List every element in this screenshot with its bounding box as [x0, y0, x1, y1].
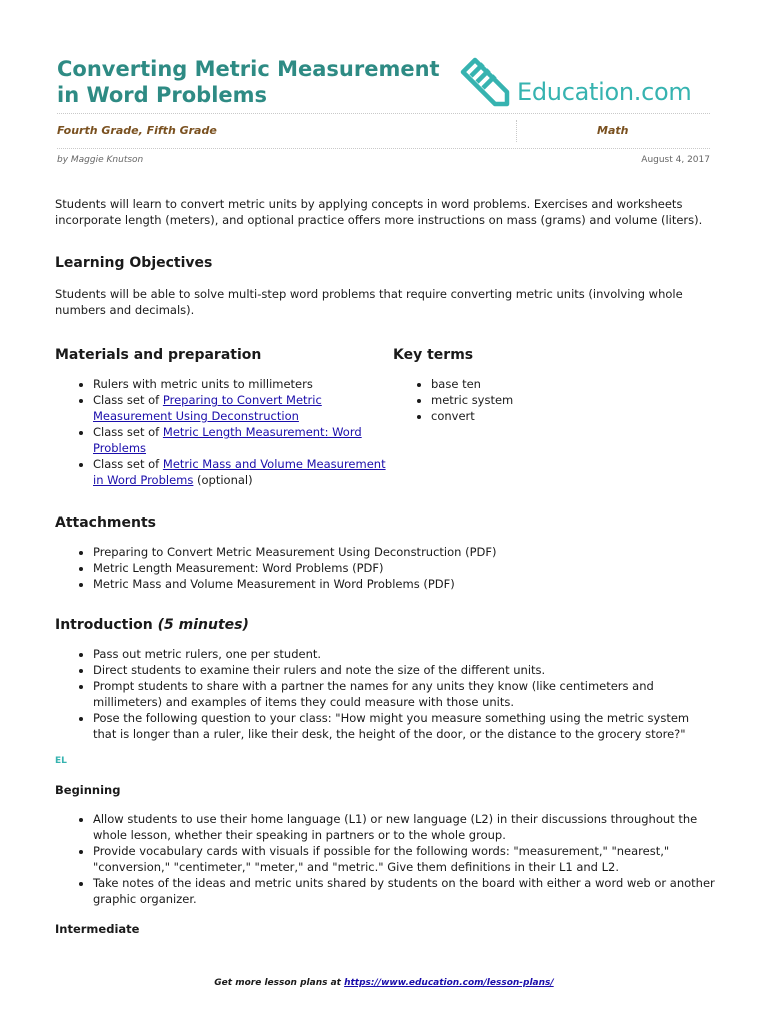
lesson-summary: Students will learn to convert metric units by applying concepts in word problems. Exercises and worksheets incorporate length (meters), and optional practice offers more instructions on mass (grams) and volume (liters). [55, 197, 703, 227]
title-line-2: in Word Problems [57, 83, 268, 107]
pencil-logo-icon [455, 56, 515, 112]
introduction-list [55, 646, 715, 742]
header-divider [57, 113, 710, 114]
key-terms-heading: Key terms [393, 347, 474, 363]
list-item: • Pass out metric rulers, one per student. [93, 646, 715, 662]
publish-date: August 4, 2017 [641, 155, 710, 165]
meta-separator [516, 120, 517, 142]
list-item: • Prompt students to share with a partner the names for any units they know (like centimeters and millimeters) and examples of items they could measure with those units. [93, 678, 715, 710]
subject: Math [597, 124, 629, 137]
learning-objectives-text: Students will be able to solve multi-step word problems that require converting metric units (involving whole numbers and decimals). [55, 287, 683, 317]
introduction-heading: Introduction (5 minutes) [55, 617, 249, 633]
list-item: • Direct students to examine their rulers and note the size of the different units. [93, 662, 715, 678]
deconstruction-worksheet-link[interactable]: Preparing to Convert Metric Measurement Using Deconstruction [93, 393, 322, 423]
logo-wordmark: Education.com [517, 78, 692, 106]
length-worksheet-link[interactable]: Metric Length Measurement: Word Problems [93, 425, 362, 455]
list-item: • Class set of Metric Mass and Volume Measurement in Word Problems (optional) [93, 456, 393, 488]
list-item: • metric system [431, 392, 713, 408]
meta-divider [57, 148, 710, 149]
list-item: • base ten [431, 376, 713, 392]
lesson-plans-link[interactable]: https://www.education.com/lesson-plans/ [344, 978, 554, 988]
education-com-logo[interactable] [455, 56, 715, 112]
list-item: • Class set of Preparing to Convert Metric Measurement Using Deconstruction [93, 392, 393, 424]
grade-levels: Fourth Grade, Fifth Grade [57, 124, 217, 137]
mass-volume-worksheet-link[interactable]: Metric Mass and Volume Measurement in Word Problems [93, 457, 386, 487]
list-item: • Pose the following question to your class: "How might you measure something using the metric system that is longer than a ruler, like their desk, the height of the door, or the distance to the grocery store?" [93, 710, 715, 742]
title-line-1: Converting Metric Measurement [57, 57, 440, 81]
materials-heading: Materials and preparation [55, 347, 262, 363]
beginning-list [55, 811, 715, 907]
key-terms-section [393, 346, 713, 488]
materials-keyterms-row [55, 346, 715, 488]
page-title [57, 56, 457, 108]
list-item: • convert [431, 408, 713, 424]
footer: Get more lesson plans at https://www.education.com/lesson-plans/ [214, 978, 554, 988]
key-terms-list [393, 376, 713, 424]
learning-objectives-heading: Learning Objectives [55, 255, 213, 271]
list-item: • Take notes of the ideas and metric units shared by students on the board with either a word web or another graphic organizer. [93, 875, 715, 907]
attachment-item[interactable]: • Metric Mass and Volume Measurement in Word Problems (PDF) [93, 576, 715, 592]
attachment-item[interactable]: • Preparing to Convert Metric Measurement Using Deconstruction (PDF) [93, 544, 715, 560]
attachments-heading: Attachments [55, 515, 157, 531]
author: by Maggie Knutson [57, 155, 144, 165]
list-item: • Allow students to use their home language (L1) or new language (L2) in their discussions throughout the whole lesson, whether their speaking in partners or to the whole group. [93, 811, 715, 843]
materials-section [55, 346, 393, 488]
beginning-heading: Beginning [55, 783, 121, 797]
introduction-duration: (5 minutes) [157, 617, 249, 633]
lesson-content [55, 196, 715, 937]
list-item: • Provide vocabulary cards with visuals if possible for the following words: "measurement," "nearest," "conversion," "centimeter," "meter," and "metric." Give them definitions in their L1 and L2. [93, 843, 715, 875]
list-item: • Rulers with metric units to millimeters [93, 376, 393, 392]
list-item: • Class set of Metric Length Measurement: Word Problems [93, 424, 393, 456]
attachments-list [55, 544, 715, 592]
attachment-item[interactable]: • Metric Length Measurement: Word Problems (PDF) [93, 560, 715, 576]
intermediate-heading: Intermediate [55, 922, 140, 936]
el-tag: EL [55, 756, 67, 766]
materials-list [55, 376, 393, 488]
